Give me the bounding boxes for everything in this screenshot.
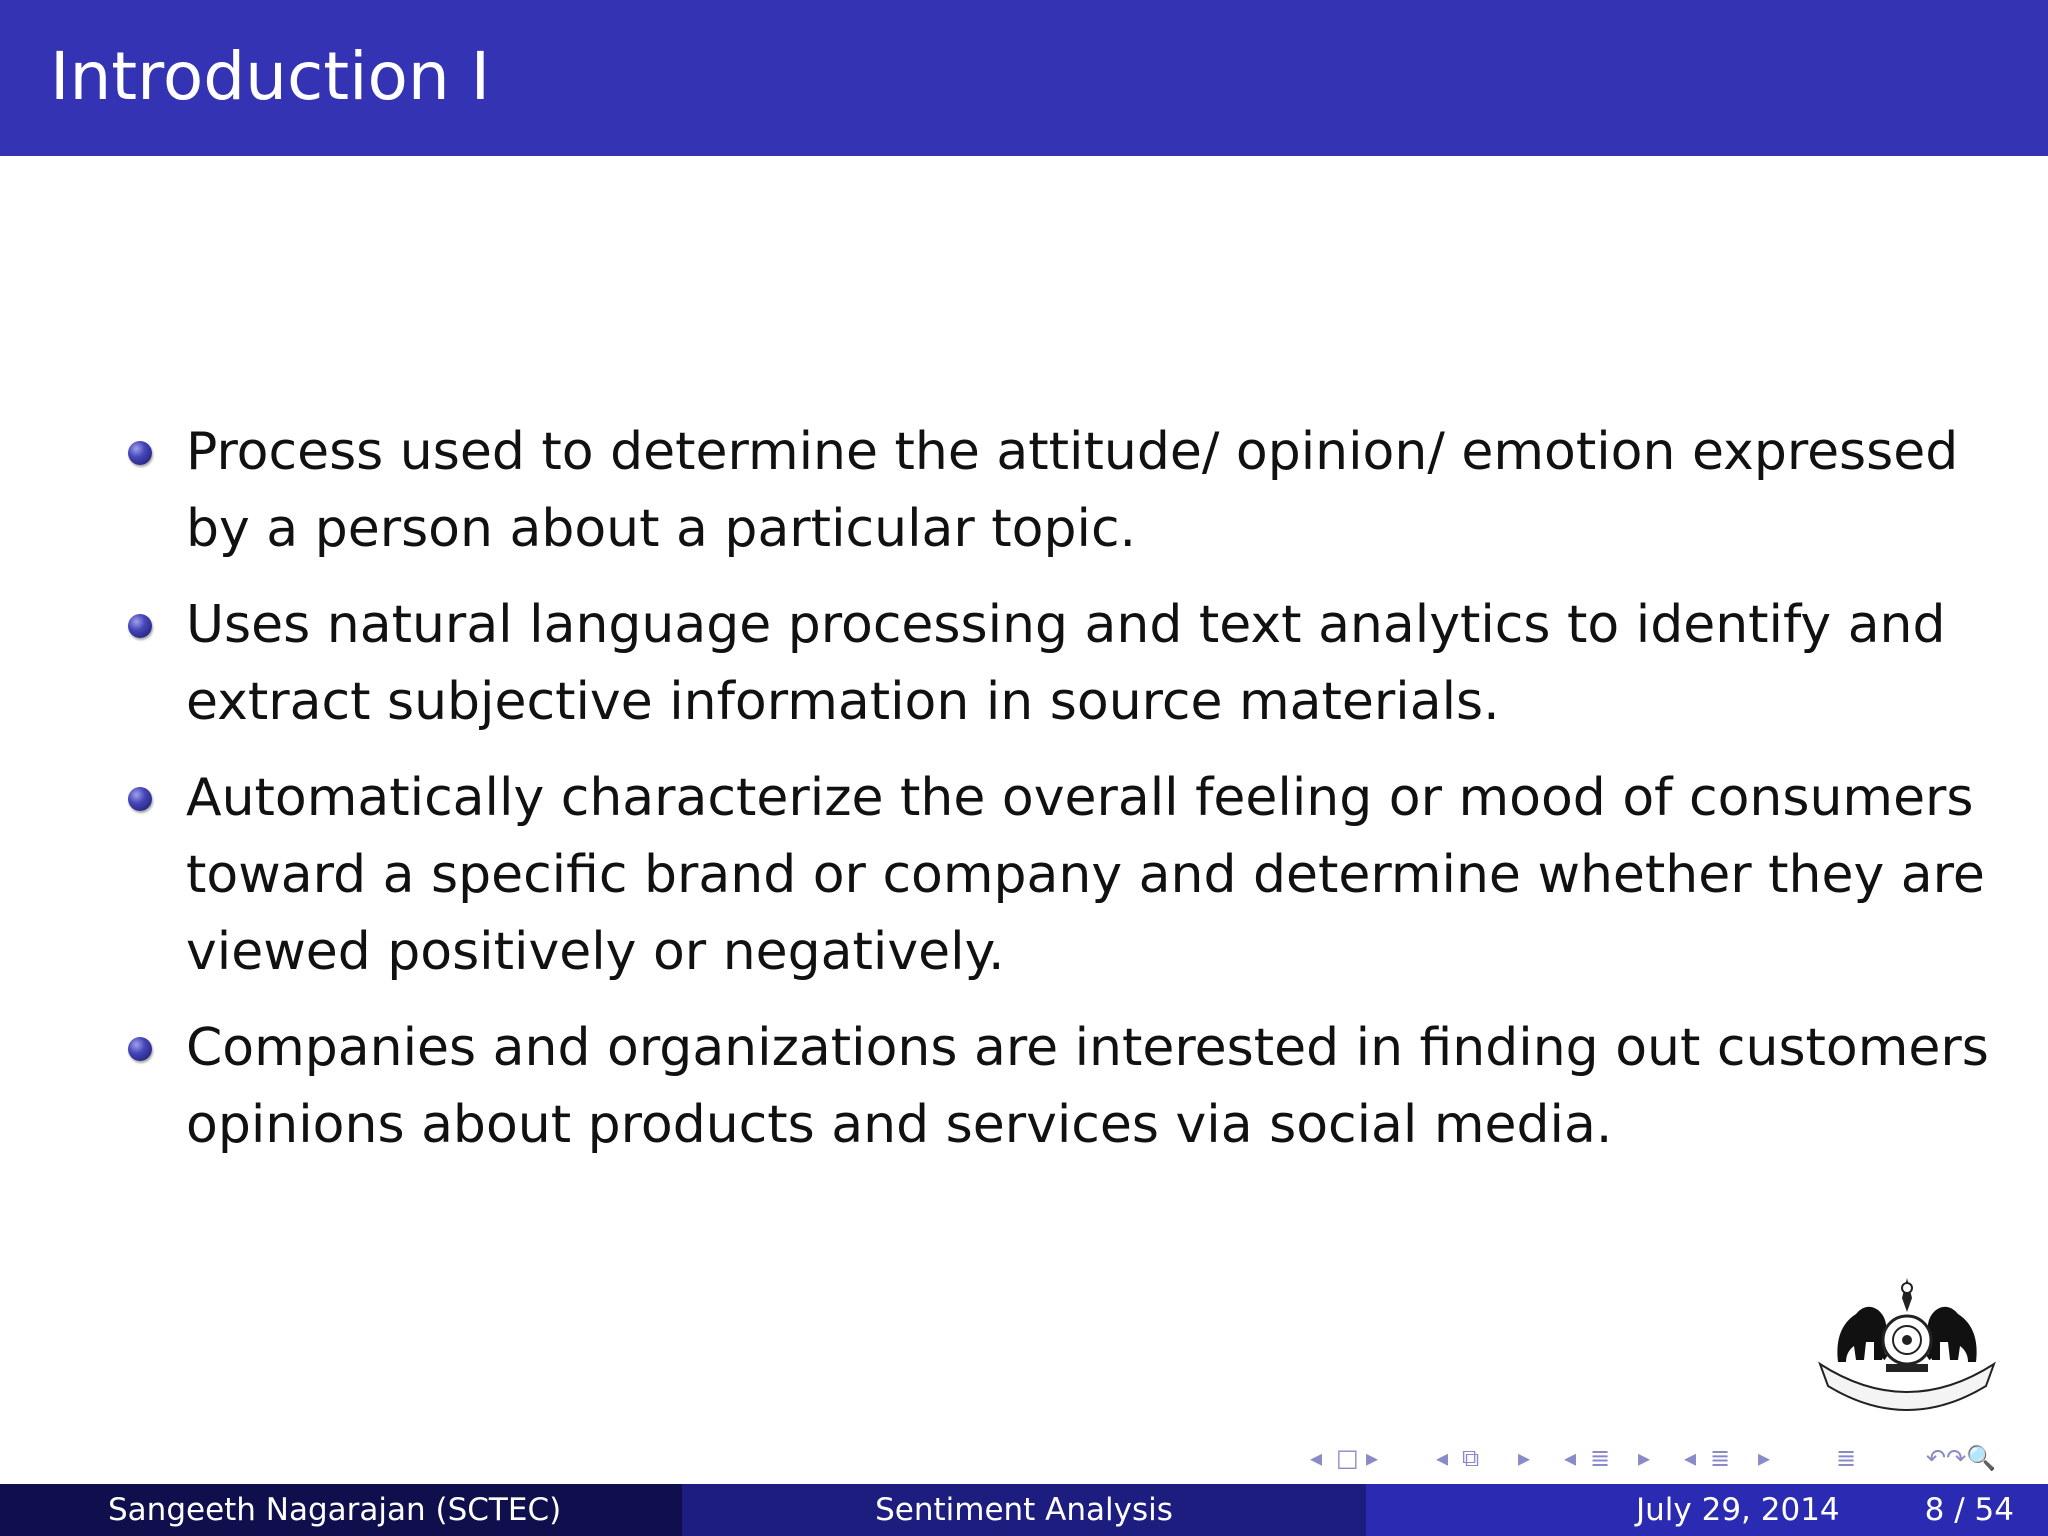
section-icon[interactable]: ≣ [1710,1444,1731,1472]
footer-date-section [1366,1484,2048,1536]
next-frame-button[interactable]: ▸ [1518,1444,1531,1472]
bullet-ball-icon [128,441,152,465]
bullet-ball-icon [128,614,152,638]
footer-title: Sentiment Analysis [875,1492,1173,1528]
bullet-ball-icon [128,787,152,811]
page-number: 8 / 54 [1924,1492,2014,1528]
bullet-item [128,587,2008,741]
bullet-ball-icon [128,1037,152,1061]
bullet-text: Process used to determine the attitude/ opinion/ emotion expressed by a person about a particular topic. [186,422,1959,559]
next-section-button[interactable]: ▸ [1758,1444,1771,1472]
outline-icon[interactable]: ≣ [1836,1444,1857,1472]
footer-author-section [0,1484,682,1536]
slide-icon[interactable]: □ [1336,1444,1359,1472]
bullet-item [128,414,2008,568]
footer-author: Sangeeth Nagarajan (SCTEC) [108,1492,562,1528]
frame-icon[interactable]: ⧉ [1462,1444,1480,1472]
subsection-icon[interactable]: ≣ [1590,1444,1611,1472]
slide-title: Introduction I [50,38,491,115]
college-logo-icon [1816,1268,1998,1414]
bullet-list [128,414,2008,1183]
title-bar [0,0,2048,156]
bullet-item [128,760,2008,991]
navigation-bar [1310,1444,2040,1472]
search-icon[interactable]: ↶↷🔍 [1926,1444,1997,1472]
bullet-text: Automatically characterize the overall feeling or mood of consumers toward a specific brand or company and determine whether they are viewed positively or negatively. [186,768,1985,982]
prev-section-button[interactable]: ◂ [1684,1444,1697,1472]
prev-slide-button[interactable]: ◂ [1310,1444,1323,1472]
prev-frame-button[interactable]: ◂ [1436,1444,1449,1472]
bullet-text: Uses natural language processing and text analytics to identify and extract subjective information in source materials. [186,595,1946,732]
footer-date: July 29, 2014 [1636,1492,1840,1528]
prev-subsection-button[interactable]: ◂ [1564,1444,1577,1472]
bullet-text: Companies and organizations are interested in finding out customers opinions about products and services via social media. [186,1018,1989,1155]
footer [0,1484,2048,1536]
bullet-item [128,1010,2008,1164]
next-subsection-button[interactable]: ▸ [1638,1444,1651,1472]
footer-title-section [682,1484,1366,1536]
next-slide-button[interactable]: ▸ [1366,1444,1379,1472]
